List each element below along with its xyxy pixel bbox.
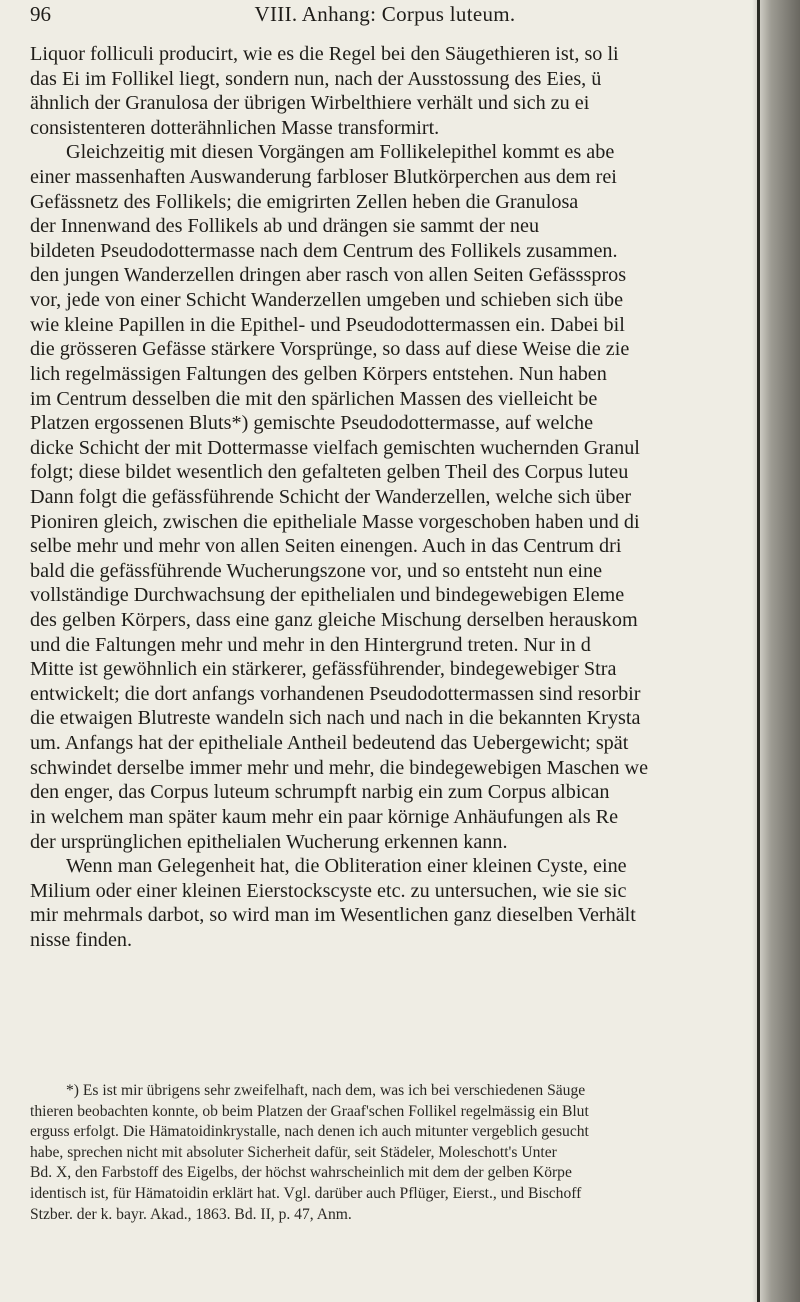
footnote-line: *) Es ist mir übrigens sehr zweifelhaft, nach dem, was ich bei verschiedenen Säuge xyxy=(66,1082,586,1099)
body-line: dicke Schicht der mit Dottermasse vielfach gemischten wuchernden Granul xyxy=(30,436,640,459)
footnote-line: identisch ist, für Hämatoidin erklärt hat. Vgl. darüber auch Pflüger, Eierst., und Bischoff xyxy=(30,1184,582,1202)
body-line: Liquor folliculi producirt, wie es die Regel bei den Säugethieren ist, so li xyxy=(30,43,619,65)
page-header xyxy=(30,2,740,28)
body-line: den jungen Wanderzellen dringen aber rasch von allen Seiten Gefässspros xyxy=(30,264,627,287)
body-line: consistenteren dotterähnlichen Masse transformirt. xyxy=(30,116,440,139)
body-line: die grösseren Gefässe stärkere Vorsprünge, so dass auf diese Weise die zie xyxy=(30,338,630,361)
body-line: wie kleine Papillen in die Epithel- und Pseudodottermassen ein. Dabei bil xyxy=(30,313,625,336)
body-line: die etwaigen Blutreste wandeln sich nach und nach in die bekannten Krysta xyxy=(30,707,641,730)
body-line: Gefässnetz des Follikels; die emigrirten Zellen heben die Granulosa xyxy=(30,190,579,213)
body-line: Gleichzeitig mit diesen Vorgängen am Follikelepithel kommt es abe xyxy=(66,141,615,164)
footnote-line: Stzber. der k. bayr. Akad., 1863. Bd. II, p. 47, Anm. xyxy=(30,1205,352,1223)
body-line: Platzen ergossenen Bluts*) gemischte Pseudodottermasse, auf welche xyxy=(30,412,594,435)
page-number: 96 xyxy=(30,2,51,26)
body-line: vor, jede von einer Schicht Wanderzellen umgeben und schieben sich übe xyxy=(30,289,624,312)
body-line: Milium oder einer kleinen Eierstockscyste etc. zu untersuchen, wie sie sic xyxy=(30,879,627,902)
body-line: Mitte ist gewöhnlich ein stärkerer, gefässführender, bindegewebiger Stra xyxy=(30,658,617,681)
body-line: ähnlich der Granulosa der übrigen Wirbelthiere verhält und sich zu ei xyxy=(30,92,590,115)
body-line: mir mehrmals darbot, so wird man im Wesentlichen ganz dieselben Verhält xyxy=(30,904,636,927)
body-line: vollständige Durchwachsung der epithelialen und bindegewebigen Eleme xyxy=(30,584,625,607)
body-line: bald die gefässführende Wucherungszone vor, und so entsteht nun eine xyxy=(30,559,603,582)
footnote-block xyxy=(30,1081,768,1225)
body-line: das Ei im Follikel liegt, sondern nun, nach der Ausstossung des Eies, ü xyxy=(30,67,602,90)
body-line: einer massenhaften Auswanderung farbloser Blutkörperchen aus dem rei xyxy=(30,166,617,189)
body-text xyxy=(30,42,768,953)
body-line: lich regelmässigen Faltungen des gelben Körpers entstehen. Nun haben xyxy=(30,362,607,385)
footnote-line: erguss erfolgt. Die Hämatoidinkrystalle, nach denen ich auch mitunter vergeblich gesucht xyxy=(30,1123,589,1141)
body-line: folgt; diese bildet wesentlich den gefalteten gelben Theil des Corpus luteu xyxy=(30,461,629,484)
body-line: Dann folgt die gefässführende Schicht der Wanderzellen, welche sich über xyxy=(30,485,632,508)
body-line: den enger, das Corpus luteum schrumpft narbig ein zum Corpus albican xyxy=(30,781,610,804)
body-line: der ursprünglichen epithelialen Wucherung erkennen kann. xyxy=(30,830,508,853)
binding-edge xyxy=(757,0,760,1302)
body-line: selbe mehr und mehr von allen Seiten einengen. Auch in das Centrum dri xyxy=(30,535,622,558)
footnote-line: habe, sprechen nicht mit absoluter Sicherheit dafür, seit Städeler, Moleschott's Unter xyxy=(30,1143,557,1161)
footnote-line: thieren beobachten konnte, ob beim Platzen der Graaf'schen Follikel regelmässig ein Blut xyxy=(30,1102,589,1120)
body-line: Wenn man Gelegenheit hat, die Obliteration einer kleinen Cyste, eine xyxy=(66,855,627,878)
body-line: bildeten Pseudodottermasse nach dem Centrum des Follikels zusammen. xyxy=(30,239,618,262)
body-line: nisse finden. xyxy=(30,928,133,951)
body-line: des gelben Körpers, dass eine ganz gleiche Mischung derselben herauskom xyxy=(30,609,638,632)
body-line: Pioniren gleich, zwischen die epitheliale Masse vorgeschoben haben und di xyxy=(30,510,640,533)
body-line: schwindet derselbe immer mehr und mehr, die bindegewebigen Maschen we xyxy=(30,756,649,779)
footnote-line: Bd. X, den Farbstoff des Eigelbs, der höchst wahrscheinlich mit dem der gelben Körpe xyxy=(30,1164,572,1182)
body-line: in welchem man später kaum mehr ein paar körnige Anhäufungen als Re xyxy=(30,805,619,828)
body-line: entwickelt; die dort anfangs vorhandenen Pseudodottermassen sind resorbir xyxy=(30,682,641,705)
running-head: VIII. Anhang: Corpus luteum. xyxy=(254,2,516,26)
body-line: um. Anfangs hat der epitheliale Antheil bedeutend das Uebergewicht; spät xyxy=(30,732,629,755)
body-line: der Innenwand des Follikels ab und drängen sie sammt der neu xyxy=(30,215,540,238)
body-line: und die Faltungen mehr und mehr in den Hintergrund treten. Nur in d xyxy=(30,633,591,656)
body-line: im Centrum desselben die mit den spärlichen Massen des vielleicht be xyxy=(30,387,598,410)
